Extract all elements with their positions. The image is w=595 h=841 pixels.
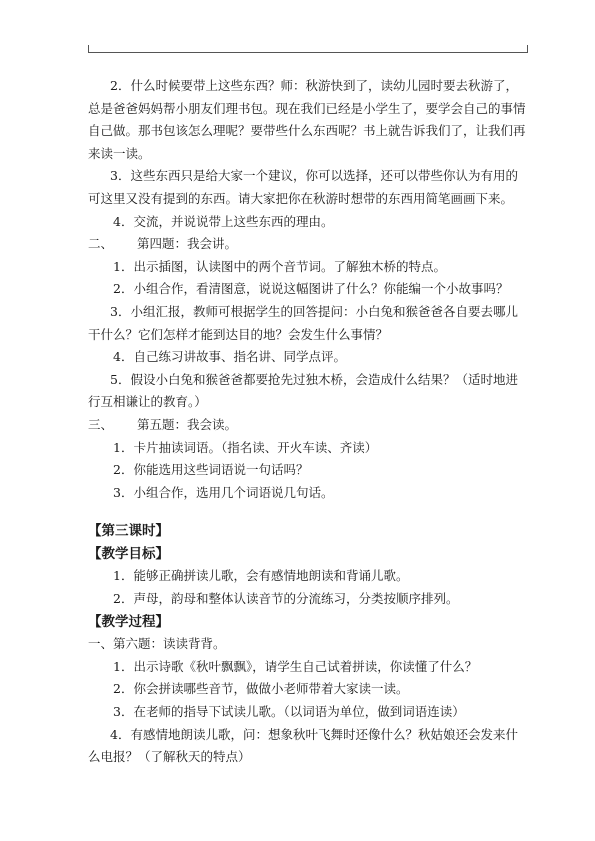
header-rule-right-tick xyxy=(527,45,528,53)
paragraph: 2．声母，韵母和整体认读音节的分流练习，分类按顺序排列。 xyxy=(113,591,459,607)
header-rule-left-tick xyxy=(88,45,89,53)
section-heading-3 xyxy=(88,414,528,437)
paragraph: 3．小组合作，选用几个词语说几句话。 xyxy=(113,484,334,500)
lesson-heading: 【第三课时】 xyxy=(88,523,169,540)
paragraph: 3．小组汇报，教师可根据学生的回答提问：小白兔和猴爸爸各自要去哪儿干什么？它们怎样才能到达目的地？会发生什么事情？ xyxy=(88,303,518,342)
document-body xyxy=(88,75,528,769)
paragraph: 1．出示插图，认读图中的两个音节词。了解独木桥的特点。 xyxy=(113,258,446,274)
header-rule xyxy=(88,52,528,53)
paragraph: 3．在老师的指导下试读儿歌。（以词语为单位，做到词语连读） xyxy=(113,704,465,720)
paragraph: 4．自己练习讲故事、指名讲、同学点评。 xyxy=(113,349,346,365)
paragraph: 1．能够正确拼读儿歌，会有感情地朗读和背诵儿歌。 xyxy=(113,568,409,584)
section-heading-6: 一、第六题：读读背背。 xyxy=(88,636,226,652)
paragraph: 3．这些东西只是给大家一个建议，你可以选择，还可以带些你认为有用的可这里又没有提到的东西。请大家把你在秋游时想带的东西用简笔画画下来。 xyxy=(88,168,518,206)
paragraph: 2．小组合作，看清图意，说说这幅图讲了什么？你能编一个小故事吗？ xyxy=(113,281,509,297)
section-title: 第四题：我会讲。 xyxy=(137,236,238,252)
paragraph: 4．交流，并说说带上这些东西的理由。 xyxy=(113,213,334,229)
section-number: 二、 xyxy=(88,236,114,252)
section-title: 第五题：我会读。 xyxy=(137,416,238,432)
paragraph: 1．卡片抽读词语。（指名读、开火车读、齐读） xyxy=(113,439,378,455)
section-number: 三、 xyxy=(88,416,114,432)
paragraph: 4．有感情地朗读儿歌，问：想象秋叶飞舞时还像什么？秋姑娘还会发来什么电报？（了解秋天的特点） xyxy=(88,726,518,765)
paragraph: 1．出示诗歌《秋叶飘飘》，请学生自己试着拼读，你读懂了什么？ xyxy=(113,658,478,674)
goal-heading: 【教学目标】 xyxy=(88,545,169,562)
paragraph: 5．假设小白兔和猴爸爸都要抢先过独木桥，会造成什么结果？（适时地进行互相谦让的教育。） xyxy=(88,371,518,410)
section-heading-2 xyxy=(88,233,528,256)
paragraph: 2．你会拼读哪些音节，做做小老师带着大家读一读。 xyxy=(113,681,409,697)
paragraph: 2．你能选用这些词语说一句话吗？ xyxy=(113,462,309,478)
process-heading: 【教学过程】 xyxy=(88,613,169,630)
paragraph: 2．什么时候要带上这些东西？师：秋游快到了，读幼儿园时要去秋游了，总是爸爸妈妈帮小朋友们理书包。现在我们已经是小学生了，要学会自己的事情自己做。那书包该怎么理呢？要带些什么东西呢？书上就告诉我们了，让我们再来读一读。 xyxy=(88,78,526,161)
